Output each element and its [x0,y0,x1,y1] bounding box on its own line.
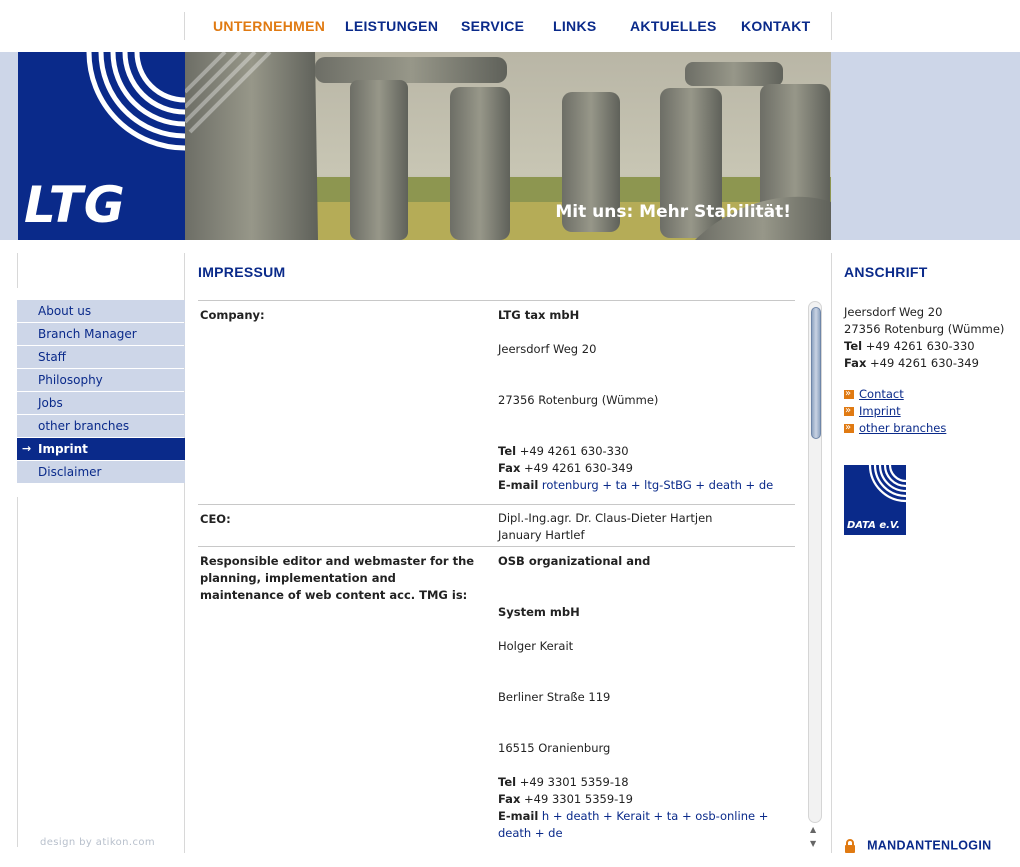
address-tel-label: Tel [844,339,863,353]
editor-row [198,546,795,855]
address-city: 27356 Rotenburg (Wümme) [844,322,1005,336]
nav-item-unternehmen[interactable]: UNTERNEHMEN [213,18,326,34]
address-fax: +49 4261 630-349 [870,356,979,370]
sidebar-item-imprint-label: Imprint [38,442,88,456]
sidebar-item-philosophy[interactable]: Philosophy [17,369,185,391]
sidebar-item-other-branches[interactable]: other branches [17,415,185,437]
editor-fax: +49 3301 5359-19 [524,792,633,806]
quick-link-contact[interactable] [844,386,1014,403]
sidebar-bottom-divider [17,497,18,847]
sidebar-item-disclaimer[interactable]: Disclaimer [17,461,185,483]
nav-item-leistungen[interactable]: LEISTUNGEN [345,18,439,34]
company-fax-label: Fax [498,461,521,475]
address-street: Jeersdorf Weg 20 [844,305,943,319]
company-fax: +49 4261 630-349 [524,461,633,475]
sidebar-top-divider [17,253,18,288]
editor-person: Holger Kerait [498,639,574,653]
arrow-right-icon: → [22,442,32,455]
editor-fax-label: Fax [498,792,521,806]
ceo-name-1: Dipl.-Ing.agr. Dr. Claus-Dieter Hartjen [498,511,713,525]
design-credit[interactable]: design by atikon.com [40,837,156,848]
address-title: ANSCHRIFT [844,264,928,280]
company-email-label: E-mail [498,478,539,492]
company-tel: +49 4261 630-330 [519,444,629,458]
scrollbar-thumb[interactable] [811,307,821,439]
content-scrollbar[interactable] [808,301,822,853]
editor-street: Berliner Straße 119 [498,690,611,704]
double-chevron-icon [844,407,854,416]
data-logo-text: DATA e.V. [847,520,900,531]
quick-link-imprint-label[interactable]: Imprint [859,404,901,418]
banner-tagline: Mit uns: Mehr Stabilität! [555,202,791,222]
ceo-row [198,504,795,546]
sidebar-nav [17,300,185,484]
editor-tel: +49 3301 5359-18 [519,775,629,789]
company-label: Company: [200,308,265,322]
sidebar-item-branch-manager[interactable]: Branch Manager [17,323,185,345]
address-fax-label: Fax [844,356,867,370]
sidebar-item-imprint[interactable] [17,438,185,460]
address-tel: +49 4261 630-330 [865,339,975,353]
data-ev-logo[interactable] [844,465,906,535]
scrollbar-track[interactable] [808,301,822,823]
company-row [198,300,795,504]
company-email-link[interactable]: rotenburg + ta + ltg-StBG + death + de [541,478,774,492]
nav-item-aktuelles[interactable]: AKTUELLES [630,18,717,34]
editor-email-link[interactable]: h + death + Kerait + ta + osb-online + death + de [498,809,769,840]
editor-label: Responsible editor and webmaster for the planning, implementation and maintenance of web content acc. TMG is: [200,554,475,602]
company-name: LTG tax mbH [498,308,580,322]
editor-email-label: E-mail [498,809,539,823]
ltg-logo[interactable] [18,52,185,240]
quick-link-other-branches[interactable] [844,420,1014,437]
client-login-label[interactable]: MANDANTENLOGIN [867,838,992,853]
main-right-divider [831,253,832,853]
quick-link-contact-label[interactable]: Contact [859,387,904,401]
top-navigation [185,12,831,52]
sidebar-item-about-us[interactable]: About us [17,300,185,322]
editor-org-1: OSB organizational and [498,554,651,568]
company-tel-label: Tel [498,444,517,458]
ceo-name-2: January Hartlef [498,528,585,542]
scroll-up-icon[interactable]: ▲ [810,825,817,834]
company-street: Jeersdorf Weg 20 [498,342,597,356]
sidebar-item-staff[interactable]: Staff [17,346,185,368]
nav-item-service[interactable]: SERVICE [461,18,525,34]
nav-item-links[interactable]: LINKS [553,18,597,34]
page-title: IMPRESSUM [198,264,286,280]
quick-link-other-branches-label[interactable]: other branches [859,421,947,435]
nav-divider-right [831,12,832,40]
company-city: 27356 Rotenburg (Wümme) [498,393,659,407]
double-chevron-icon [844,424,854,433]
double-chevron-icon [844,390,854,399]
client-login[interactable] [844,835,991,854]
banner-photo [185,52,831,240]
scroll-down-icon[interactable]: ▼ [810,839,817,848]
nav-item-kontakt[interactable]: KONTAKT [741,18,811,34]
quick-links [844,386,1014,437]
ceo-label: CEO: [200,512,231,526]
quick-link-imprint[interactable] [844,403,1014,420]
editor-tel-label: Tel [498,775,517,789]
editor-city: 16515 Oranienburg [498,741,611,755]
lock-icon [844,839,856,853]
address-column [844,264,1014,437]
imprint-content[interactable] [198,300,795,855]
sidebar-item-jobs[interactable]: Jobs [17,392,185,414]
editor-org-2: System mbH [498,605,580,619]
address-block [844,304,1014,372]
logo-text: LTG [24,176,126,234]
